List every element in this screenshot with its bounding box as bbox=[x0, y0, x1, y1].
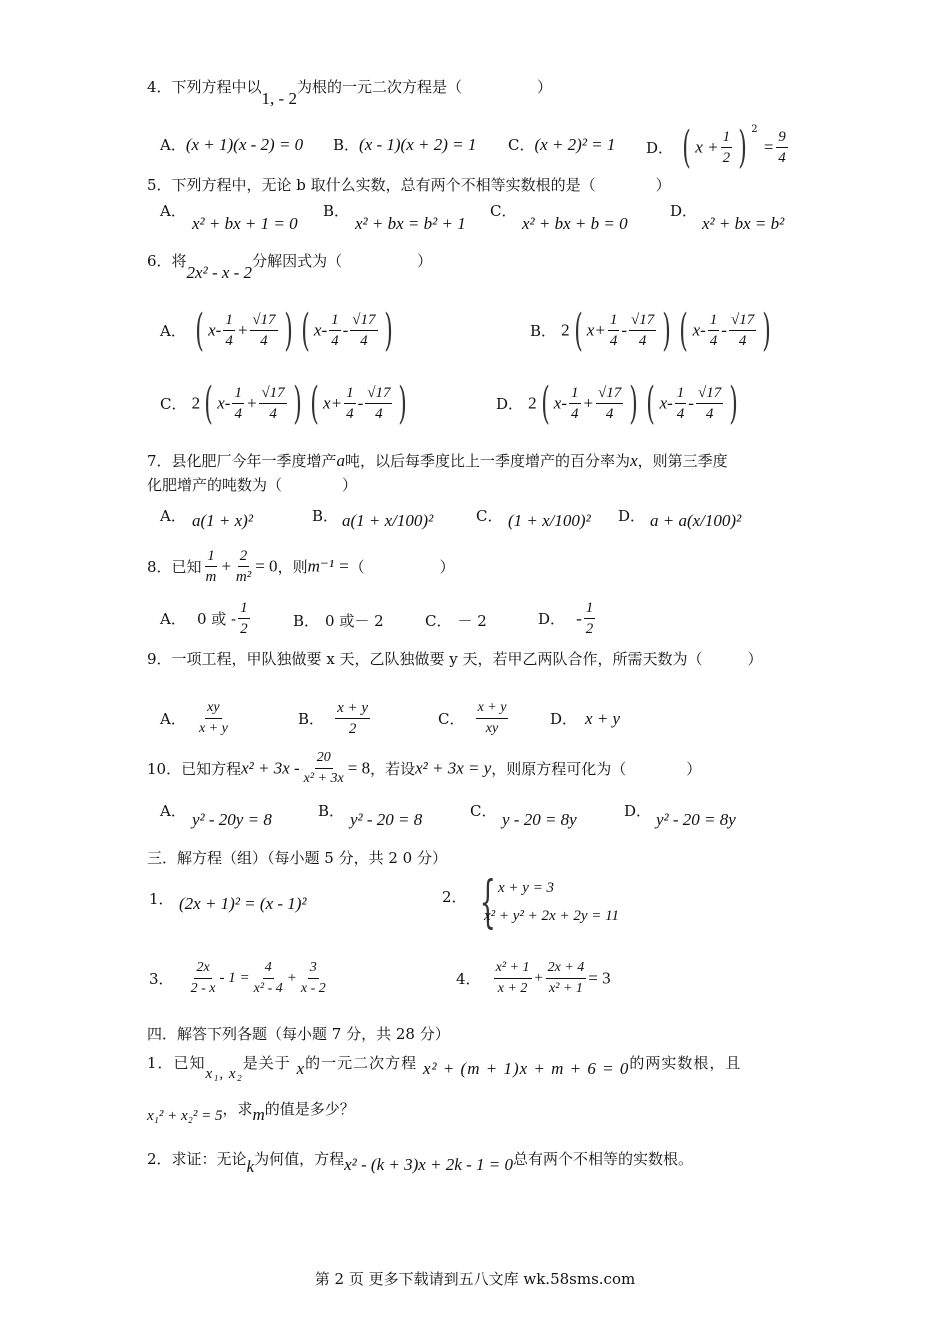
q5-option-b: B． x² + bx = b² + 1 bbox=[323, 202, 466, 233]
q7-option-b: B． a(1 + x/100)² bbox=[312, 507, 434, 530]
q6-option-c: C． 2( x- $\frac{1}{4}$ + $\frac{√17}{4}$ ) ( x+ $\frac{1}{4}$ - $\frac{√17}{4}$ ) bbox=[160, 377, 408, 429]
s4-problem-2: 2．求证：无论k为何值，方程x² - (k + 3)x + 2k - 1 = 0总有两个不相等的实数根。 bbox=[147, 1150, 693, 1176]
s4-problem-1-line1: 1．已知x₁, x₂是关于 x的一元二次方程 x² + (m + 1)x + m + 6 = 0的两实数根，且 bbox=[147, 1054, 742, 1082]
q9-option-b: B． $\frac{x + y}{2}$ bbox=[298, 700, 369, 737]
s3-problem-3: 3． $\frac{2x}{2 - x}$ - 1 = $\frac{4}{\text{x² - 4}}$ + $\frac{3}{x - 2}$ bbox=[149, 960, 326, 996]
q9-option-d: D． x + y bbox=[550, 709, 621, 728]
q10-option-b: B． y² - 20 = 8 bbox=[318, 802, 423, 829]
q9-option-c: C． $\frac{x + y}{xy}$ bbox=[438, 700, 507, 736]
q10-option-c: C． y - 20 = 8y bbox=[470, 802, 577, 829]
q10-option-d: D． y² - 20 = 8y bbox=[624, 802, 736, 829]
q8-option-d: D． - $\frac{1}{2}$ bbox=[538, 600, 594, 637]
q7-line1: 7．县化肥厂今年一季度增产a吨，以后每季度比上一季度增产的百分率为x，则第三季度 bbox=[147, 451, 728, 470]
q9-stem: 9．一项工程，甲队独做要 x 天，乙队独做要 y 天，若甲乙两队合作，所需天数为（ ） bbox=[147, 650, 763, 668]
s3-problem-1: 1． (2x + 1)² = (x - 1)² bbox=[149, 890, 307, 913]
q10-stem: 10．已知方程x² + 3x - $\frac{20}{\text{x² + 3x}}$ = 8，若设x² + 3x = y，则原方程可化为（ ） bbox=[147, 750, 702, 786]
q8-option-c: C． － 2 bbox=[425, 612, 487, 630]
q5-stem: 5．下列方程中，无论 b 取什么实数，总有两个不相等实数根的是（ ） bbox=[147, 176, 671, 194]
q4-option-b: B．(x - 1)(x + 2) = 1 bbox=[333, 135, 477, 154]
q6-option-b: B． 2( x+ $\frac{1}{4}$ - $\frac{√17}{4}$ ) ( x- $\frac{1}{4}$ - $\frac{√17}{4}$ ) bbox=[530, 304, 772, 356]
q8-option-a: A． 0 或 - $\frac{1}{2}$ bbox=[160, 600, 248, 637]
q5-option-a: A． x² + bx + 1 = 0 bbox=[160, 202, 298, 233]
q6-option-a: A． ( x- $\frac{1}{4}$ + $\frac{√17}{4}$ ) ( x- $\frac{1}{4}$ - $\frac{√17}{4}$ ) bbox=[160, 304, 393, 356]
q7-option-d: D． a + a(x/100)² bbox=[618, 507, 742, 530]
q7-option-c: C． (1 + x/100)² bbox=[476, 507, 591, 530]
q6-option-d: D． 2( x- $\frac{1}{4}$ + $\frac{√17}{4}$ ) ( x- $\frac{1}{4}$ - $\frac{√17}{4}$ ) bbox=[496, 377, 739, 429]
q4-option-a: A．(x + 1)(x - 2) = 0 bbox=[160, 135, 304, 154]
q4-option-c: C．(x + 2)² = 1 bbox=[508, 135, 616, 154]
q8-option-b: B． 0 或－ 2 bbox=[293, 612, 384, 630]
q5-option-c: C． x² + bx + b = 0 bbox=[490, 202, 628, 233]
section-3-title: 三．解方程（组）（每小题 5 分，共 2 0 分） bbox=[147, 849, 447, 867]
page-footer: 第 2 页 更多下载请到五八文库 wk.58sms.com bbox=[314, 1270, 636, 1288]
section-4-title: 四．解答下列各题（每小题 7 分，共 28 分） bbox=[147, 1025, 450, 1043]
q5-option-d: D． x² + bx = b² bbox=[670, 202, 785, 233]
q4-option-d: D． ( x + $\frac{1}{2}$ ) $^2$ = $\frac{9}{4}$ bbox=[646, 121, 786, 173]
q7-option-a: A． a(1 + x)² bbox=[160, 507, 253, 530]
s4-problem-1-line2: x₁² + x₂² = 5，求m的值是多少？ bbox=[147, 1100, 355, 1124]
q6-stem: 6．将2x² - x - 2分解因式为（ ） bbox=[147, 252, 433, 282]
q7-line2: 化肥增产的吨数为（ ） bbox=[147, 476, 358, 494]
s3-problem-4: 4． $\frac{\text{x² + 1}}{x + 2}$ + $\frac{2x + 4}{\text{x² + 1}}$ = 3 bbox=[456, 960, 611, 996]
q9-option-a: A． $\frac{xy}{x + y}$ bbox=[160, 700, 228, 736]
q8-stem: 8．已知 $\frac{1}{m}$ + $\frac{2}{\text{m²}}$ = 0，则m⁻¹ =（ ） bbox=[147, 548, 455, 585]
q4-stem: 4．下列方程中以1, - 2为根的一元二次方程是（ ） bbox=[147, 78, 552, 108]
q10-option-a: A． y² - 20y = 8 bbox=[160, 802, 272, 829]
